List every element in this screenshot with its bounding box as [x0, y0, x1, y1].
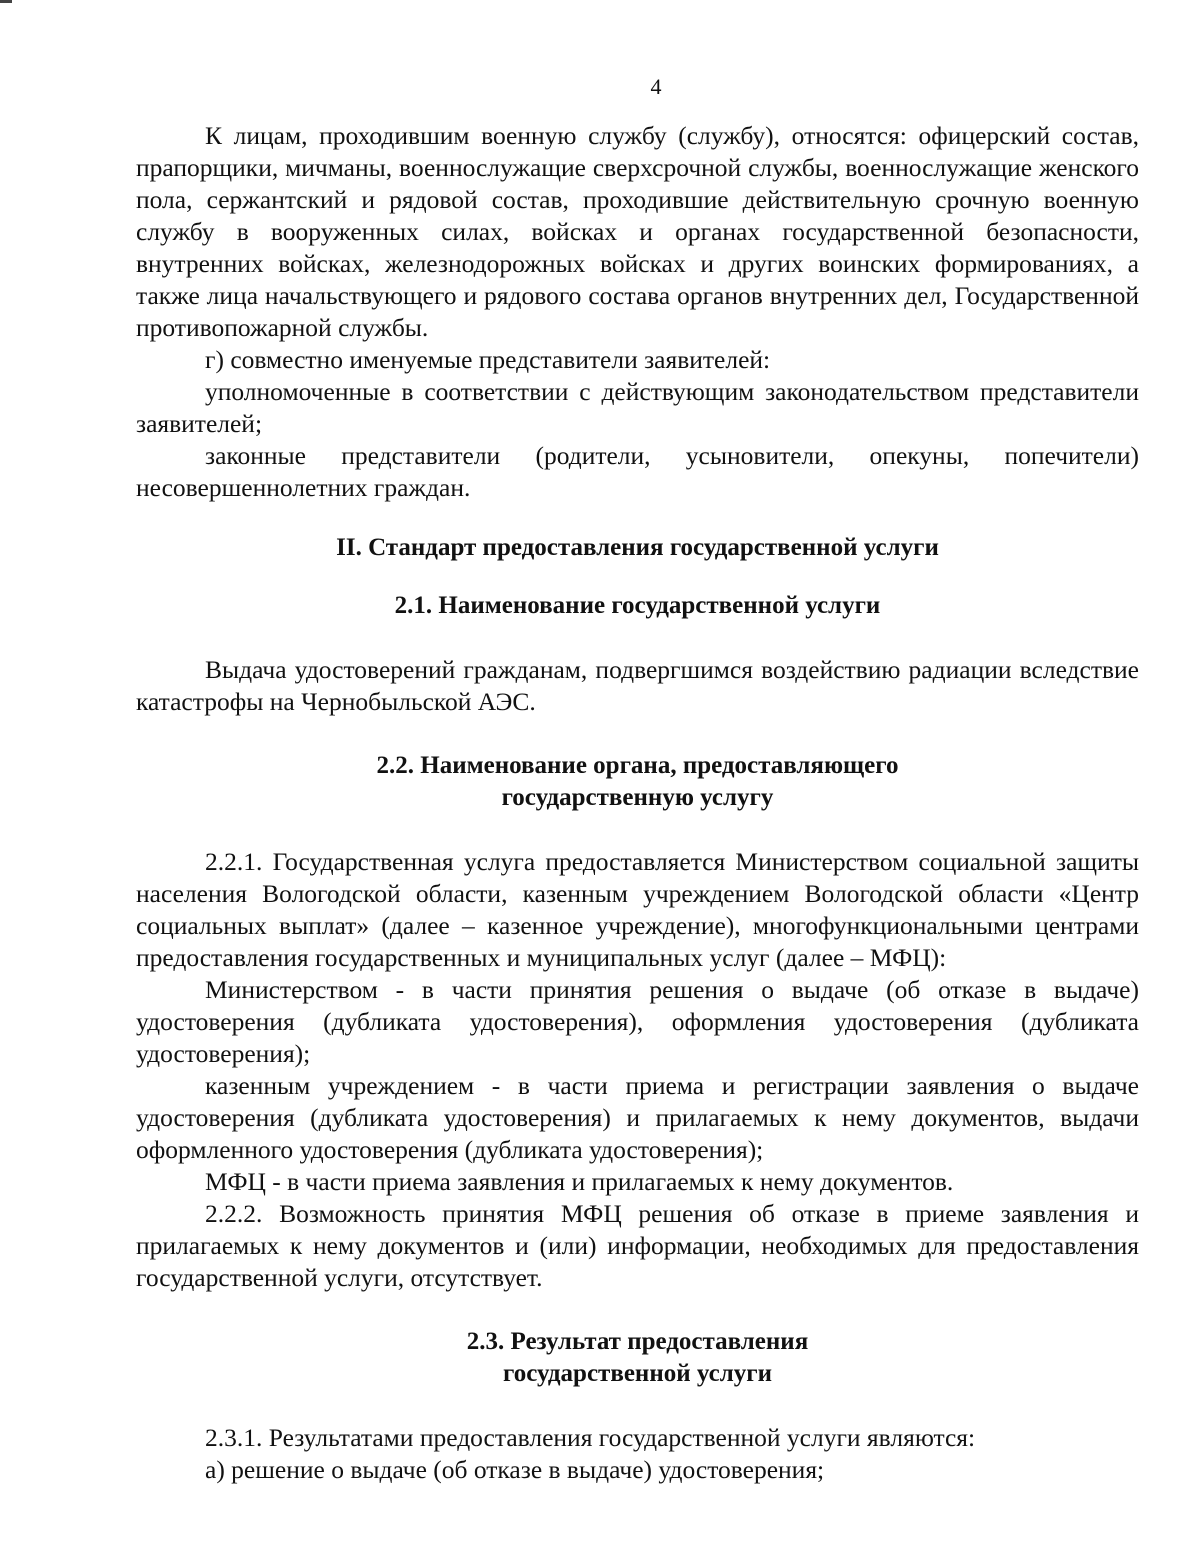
paragraph-ministry-role: Министерством - в части принятия решения о выдаче (об отказе в выдаче) удостоверения (дубликата удостоверения), оформления удостоверения (дубликата удостоверения);: [136, 975, 1139, 1068]
section-2-1-text: Выдача удостоверений гражданам, подвергшимся воздействию радиации вследствие катастрофы на Чернобыльской АЭС.: [136, 655, 1139, 716]
paragraph-2-2-2: 2.2.2. Возможность принятия МФЦ решения об отказе в приеме заявления и прилагаемых к нему документов и (или) информации, необходимых для предоставления государственной услуги, отсутствует.: [136, 1199, 1139, 1292]
paragraph-mfc-role: МФЦ - в части приема заявления и прилагаемых к нему документов.: [205, 1167, 954, 1196]
paragraph-2-3-1: 2.3.1. Результатами предоставления государственной услуги являются:: [205, 1423, 976, 1452]
paragraph-2-3-1-a: а) решение о выдаче (об отказе в выдаче) удостоверения;: [205, 1455, 825, 1484]
paragraph-authorized-representatives: уполномоченные в соответствии с действующим законодательством представители заявителей;: [136, 377, 1139, 438]
page-number: 4: [650, 74, 662, 99]
section-2-1-heading: 2.1. Наименование государственной услуги: [394, 592, 881, 619]
paragraph-2-2-1: 2.2.1. Государственная услуга предоставляется Министерством социальной защиты населения Вологодской области, казенным учреждением Вологодской области «Центр социальных выплат» (далее – казенное учреждение), многофункциональными центрами предоставления государственных и муниципальных услуг (далее – МФЦ):: [136, 847, 1139, 972]
page-content: [136, 120, 1139, 1486]
scan-corner-mark: [0, 0, 12, 3]
section-2-2-heading-line2: государственную услугу: [501, 784, 774, 811]
paragraph-representatives-intro: г) совместно именуемые представители заявителей:: [205, 345, 771, 374]
paragraph-institution-role: казенным учреждением - в части приема и регистрации заявления о выдаче удостоверения (дубликата удостоверения) и прилагаемых к нему документов, выдачи оформленного удостоверения (дубликата удостоверения);: [136, 1071, 1139, 1164]
section-2-3-heading-line1: 2.3. Результат предоставления: [466, 1328, 809, 1355]
section-2-3-heading-line2: государственной услуги: [502, 1360, 773, 1387]
paragraph-legal-representatives: законные представители (родители, усыновители, опекуны, попечители) несовершеннолетних граждан.: [136, 441, 1139, 502]
section-2-heading: II. Стандарт предоставления государственной услуги: [336, 534, 939, 561]
section-2-2-heading-line1: 2.2. Наименование органа, предоставляющего: [376, 752, 899, 779]
paragraph-military-service: К лицам, проходившим военную службу (службу), относятся: офицерский состав, прапорщики, мичманы, военнослужащие сверхсрочной службы, военнослужащие женского пола, сержантский и рядовой состав, проходившие действительную срочную военную службу в вооруженных силах, войсках и органах государственной безопасности, внутренних войсках, железнодорожных войсках и других воинских формированиях, а также лица начальствующего и рядового состава органов внутренних дел, Государственной противопожарной службы.: [136, 121, 1139, 342]
